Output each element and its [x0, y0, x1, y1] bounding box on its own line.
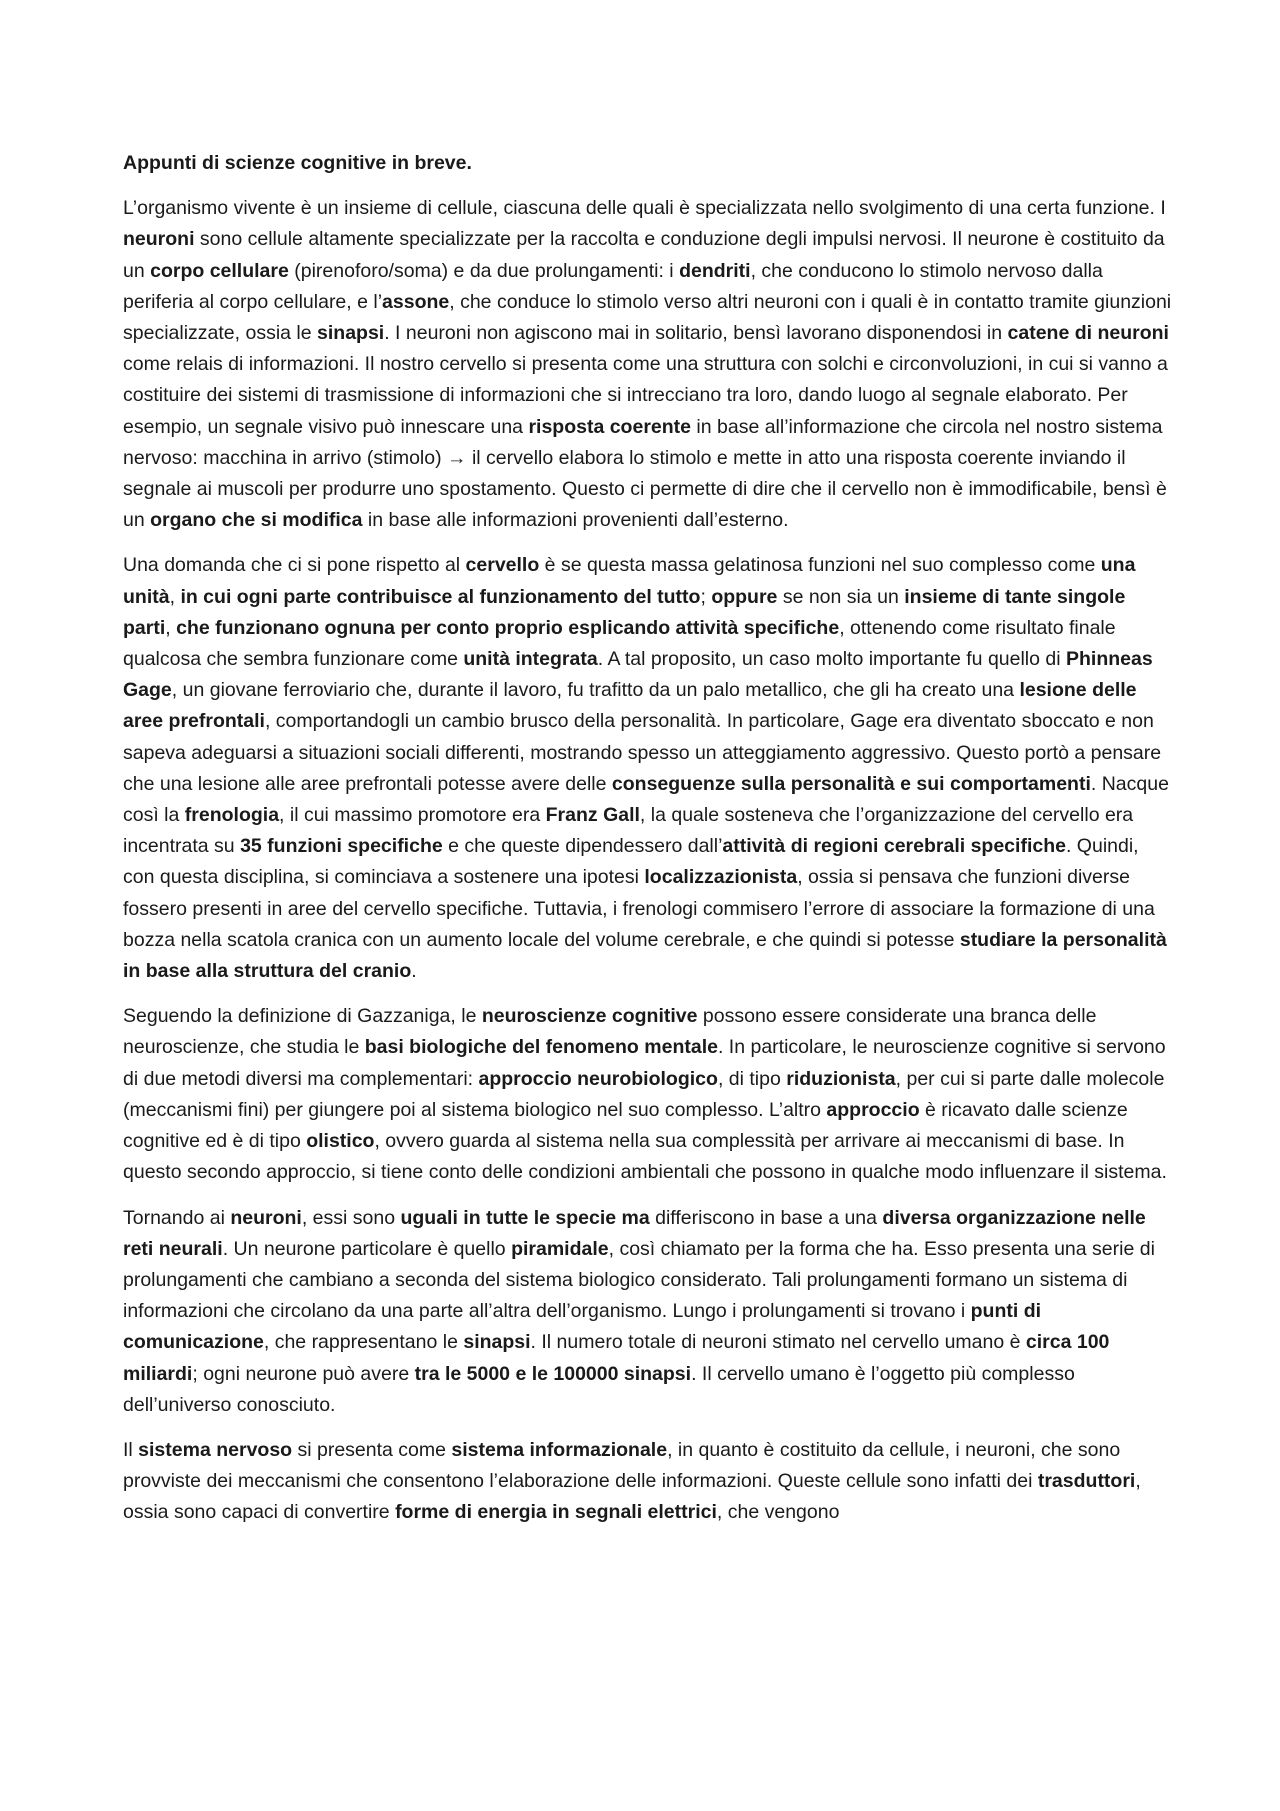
bold-text: trasduttori	[1037, 1470, 1136, 1493]
text-run: . I neuroni non agiscono mai in solitario, bensì lavorano disponendosi in	[384, 322, 1008, 345]
text-run: , che conduce lo stimolo verso altri neuroni con i quali è in contatto tramite giunzioni specializzate, ossia le	[123, 290, 1172, 345]
document-page	[123, 148, 1173, 1543]
text-run: Tornando ai	[123, 1206, 231, 1229]
text-run: , di tipo	[717, 1067, 787, 1090]
bold-text: basi biologiche del fenomeno mentale	[364, 1036, 718, 1059]
text-run: . In particolare, le neuroscienze cognitive si servono di due metodi diversi ma complementari:	[123, 1036, 1166, 1090]
text-run: in base all’informazione che circola nel nostro sistema nervoso: macchina in arrivo (stimolo) → il cervello elabora lo stimolo e mette in atto una risposta coerente inviando il segnale ai muscoli per produrre uno spostamento. Questo ci permette di dire che il cervello non è immodificabile, bensì è un	[123, 415, 1167, 532]
text-run: . Il numero totale di neuroni stimato nel cervello umano è	[530, 1331, 1026, 1354]
text-run: differiscono in base a una	[649, 1206, 883, 1229]
text-run: se non sia un	[777, 585, 905, 608]
text-run: sono cellule altamente specializzate per la raccolta e conduzione degli impulsi nervosi. Il neurone è costituito da un	[123, 228, 1165, 282]
text-run: possono essere considerate una branca delle neuroscienze, che studia le	[123, 1005, 1097, 1059]
bold-text: Franz Gall	[545, 804, 640, 827]
bold-text: sinapsi	[317, 322, 385, 345]
bold-text: una unità	[123, 554, 1136, 608]
text-run: , essi sono	[301, 1206, 401, 1229]
bold-text: neuroni	[123, 228, 195, 251]
bold-text: studiare la personalità in base alla struttura del cranio	[123, 928, 1167, 983]
text-run: , per cui si parte dalle molecole (meccanismi fini) per giungere poi al sistema biologico nel suo complesso. L’altro	[123, 1067, 1165, 1121]
text-run: Una domanda che ci si pone rispetto al	[123, 554, 466, 577]
text-run: Seguendo la definizione di Gazzaniga, le	[123, 1005, 482, 1028]
paragraph	[123, 193, 1173, 536]
text-run: . Un neurone particolare è quello	[222, 1237, 512, 1260]
text-run: Il	[123, 1438, 139, 1461]
text-run: .	[411, 960, 417, 983]
bold-text: circa 100 miliardi	[123, 1331, 1110, 1385]
bold-text: sinapsi	[463, 1331, 531, 1354]
text-run: . Il cervello umano è l’oggetto più complesso dell’universo conosciuto.	[123, 1362, 1075, 1416]
bold-text: 35 funzioni specifiche	[240, 835, 443, 858]
bold-text: conseguenze sulla personalità e sui comportamenti	[611, 772, 1091, 795]
text-run: . Quindi, con questa disciplina, si cominciava a sostenere una ipotesi	[123, 835, 1139, 889]
text-run: , in quanto è costituito da cellule, i neuroni, che sono provviste dei meccanismi che consentono l’elaborazione delle informazioni. Queste cellule sono infatti dei	[123, 1438, 1121, 1493]
bold-text: assone	[382, 290, 450, 313]
bold-text: neuroni	[230, 1206, 302, 1229]
bold-text: oppure	[711, 585, 778, 608]
text-run: ,	[165, 616, 177, 639]
bold-text: dendriti	[679, 259, 751, 282]
bold-text: approccio neurobiologico	[478, 1067, 718, 1090]
document-body	[123, 193, 1173, 1528]
paragraph	[123, 1001, 1173, 1188]
bold-text: approccio	[826, 1098, 920, 1121]
bold-text: Phinneas Gage	[123, 648, 1153, 702]
text-run: come relais di informazioni. Il nostro cervello si presenta come una struttura con solchi e circonvoluzioni, in cui si vanno a costituire dei sistemi di trasmissione di informazioni che si intrecciano tra loro, dando luogo al segnale elaborato. Per esempio, un segnale visivo può innescare una	[123, 353, 1168, 438]
text-run: ,	[169, 585, 181, 608]
text-run: , comportandogli un cambio brusco della personalità. In particolare, Gage era diventato sboccato e non sapeva adeguarsi a situazioni sociali differenti, mostrando spesso un atteggiamento aggressivo. Questo portò a pensare che una lesione alle aree prefrontali potesse avere delle	[123, 710, 1162, 795]
paragraph	[123, 550, 1173, 987]
text-run: L’organismo vivente è un insieme di cellule, ciascuna delle quali è specializzata nello svolgimento di una certa funzione. I	[123, 197, 1166, 220]
text-run: , che conducono lo stimolo nervoso dalla periferia al corpo cellulare, e l’	[123, 259, 1103, 313]
bold-text: corpo cellulare	[150, 259, 289, 282]
text-run: , ottenendo come risultato finale qualcosa che sembra funzionare come	[123, 616, 1116, 671]
bold-text: localizzazionista	[644, 866, 798, 889]
text-run: , ossia si pensava che funzioni diverse fossero presenti in aree del cervello specifiche. Tuttavia, i frenologi commisero l’errore di associare la formazione di una bozza nella scatola cranica con un aumento locale del volume cerebrale, e che quindi si potesse	[123, 866, 1155, 951]
text-run: ;	[700, 585, 712, 608]
text-run: . Nacque così la	[123, 772, 1169, 827]
text-run: si presenta come	[292, 1438, 452, 1461]
bold-text: risposta coerente	[528, 415, 691, 438]
text-run: , il cui massimo promotore era	[279, 804, 546, 827]
text-run: , ovvero guarda al sistema nella sua complessità per arrivare ai meccanismi di base. In questo secondo approccio, si tiene conto delle condizioni ambientali che possono in qualche modo influenzare il sistema.	[123, 1130, 1167, 1184]
bold-text: che funzionano ognuna per conto proprio esplicando attività specifiche	[176, 616, 840, 639]
text-run: e che queste dipendessero dall’	[442, 835, 723, 858]
bold-text: uguali in tutte le specie ma	[400, 1206, 650, 1229]
bold-text: sistema informazionale	[451, 1438, 668, 1461]
text-run: , ossia sono capaci di convertire	[123, 1470, 1141, 1524]
text-run: , che rappresentano le	[263, 1331, 464, 1354]
bold-text: frenologia	[184, 804, 280, 827]
document-title: Appunti di scienze cognitive in breve.	[123, 152, 472, 174]
bold-text: attività di regioni cerebrali specifiche	[722, 835, 1066, 858]
bold-text: tra le 5000 e le 100000 sinapsi	[414, 1362, 692, 1385]
text-run: ; ogni neurone può avere	[192, 1362, 415, 1385]
text-run: , un giovane ferroviario che, durante il lavoro, fu trafitto da un palo metallico, che gli ha creato una	[171, 679, 1020, 702]
bold-text: lesione delle aree prefrontali	[123, 679, 1137, 733]
text-run: . A tal proposito, un caso molto importante fu quello di	[597, 648, 1066, 671]
bold-text: diversa organizzazione nelle reti neurali	[123, 1206, 1146, 1260]
bold-text: olistico	[306, 1130, 375, 1153]
bold-text: riduzionista	[786, 1067, 896, 1090]
paragraph	[123, 1203, 1173, 1421]
text-run: in base alle informazioni provenienti dall’esterno.	[362, 509, 789, 532]
text-run: , che vengono	[716, 1501, 840, 1524]
text-run: è se questa massa gelatinosa funzioni nel suo complesso come	[539, 554, 1101, 577]
bold-text: sistema nervoso	[138, 1438, 293, 1461]
bold-text: in cui ogni parte contribuisce al funzionamento del tutto	[180, 585, 701, 608]
bold-text: unità integrata	[463, 648, 598, 671]
text-run: (pirenoforo/soma) e da due prolungamenti: i	[288, 259, 680, 282]
bold-text: organo che si modifica	[150, 509, 363, 532]
bold-text: cervello	[465, 554, 540, 577]
bold-text: neuroscienze cognitive	[481, 1005, 698, 1028]
text-run: è ricavato dalle scienze cognitive ed è di tipo	[123, 1098, 1128, 1153]
text-run: , così chiamato per la forma che ha. Esso presenta una serie di prolungamenti che cambiano a seconda del sistema biologico considerato. Tali prolungamenti formano un sistema di informazioni che circolano da una parte all’altra dell’organismo. Lungo i prolungamenti si trovano i	[123, 1237, 1155, 1323]
text-run: , la quale sosteneva che l’organizzazione del cervello era incentrata su	[123, 804, 1134, 858]
bold-text: piramidale	[511, 1237, 609, 1260]
bold-text: catene di neuroni	[1007, 322, 1169, 345]
bold-text: punti di comunicazione	[123, 1300, 1042, 1354]
paragraph	[123, 1435, 1173, 1529]
bold-text: forme di energia in segnali elettrici	[395, 1501, 717, 1524]
bold-text: insieme di tante singole parti	[123, 585, 1126, 639]
